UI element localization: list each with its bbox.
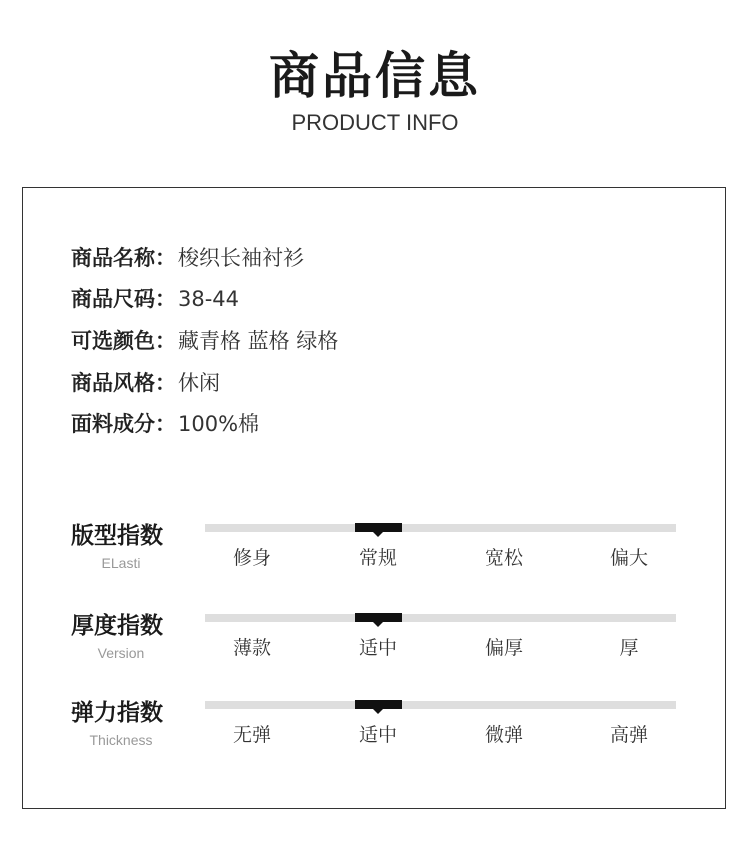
scale-fit-option: 宽松	[484, 547, 523, 569]
scale-fit-option: 常规	[358, 547, 397, 569]
info-value-name: 梭织长袖衬衫	[178, 246, 304, 270]
scale-fit-option: 修身	[232, 547, 271, 569]
info-label-style: 商品风格：	[71, 371, 176, 395]
info-label-fabric: 面料成分：	[71, 412, 176, 436]
page-subtitle: PRODUCT INFO	[291, 110, 459, 135]
scale-elasticity-title: 弹力指数	[71, 700, 163, 726]
info-label-name: 商品名称：	[71, 246, 176, 270]
scale-fit-marker	[355, 523, 402, 532]
page-title: 商品信息	[269, 47, 481, 105]
info-row-name	[71, 243, 304, 273]
info-label-size: 商品尺码：	[71, 287, 176, 311]
scale-fit	[23, 521, 727, 601]
scale-elasticity-marker	[355, 700, 402, 709]
scale-thickness-subtitle: Version	[97, 645, 145, 661]
scale-fit-track	[205, 524, 676, 532]
product-info-card	[22, 187, 726, 809]
scale-elasticity	[23, 698, 727, 778]
scale-thickness	[23, 611, 727, 691]
info-label-colors: 可选颜色：	[71, 329, 176, 353]
info-row-fabric	[71, 409, 259, 439]
info-row-size	[71, 284, 239, 314]
info-row-colors	[71, 326, 338, 356]
scale-elasticity-option: 高弹	[609, 724, 648, 746]
scale-thickness-track	[205, 614, 676, 622]
scale-thickness-marker	[355, 613, 402, 622]
scale-fit-option: 偏大	[609, 547, 648, 569]
info-value-size: 38-44	[178, 287, 240, 311]
scale-thickness-option: 偏厚	[484, 637, 523, 659]
scale-elasticity-option: 微弹	[484, 724, 523, 746]
info-value-style: 休闲	[178, 371, 220, 395]
scale-thickness-option: 薄款	[232, 637, 271, 659]
scale-fit-title: 版型指数	[71, 523, 163, 549]
scale-elasticity-track	[205, 701, 676, 709]
scale-fit-subtitle: ELasti	[101, 555, 141, 571]
scale-thickness-title: 厚度指数	[71, 613, 163, 639]
scale-elasticity-option: 无弹	[232, 724, 271, 746]
scale-elasticity-option: 适中	[358, 724, 397, 746]
info-value-colors: 藏青格 蓝格 绿格	[178, 329, 339, 353]
scale-thickness-option: 厚	[619, 637, 639, 659]
info-row-style	[71, 368, 220, 398]
scale-thickness-option: 适中	[358, 637, 397, 659]
scale-elasticity-subtitle: Thickness	[89, 732, 153, 748]
info-value-fabric: 100%棉	[178, 412, 260, 436]
